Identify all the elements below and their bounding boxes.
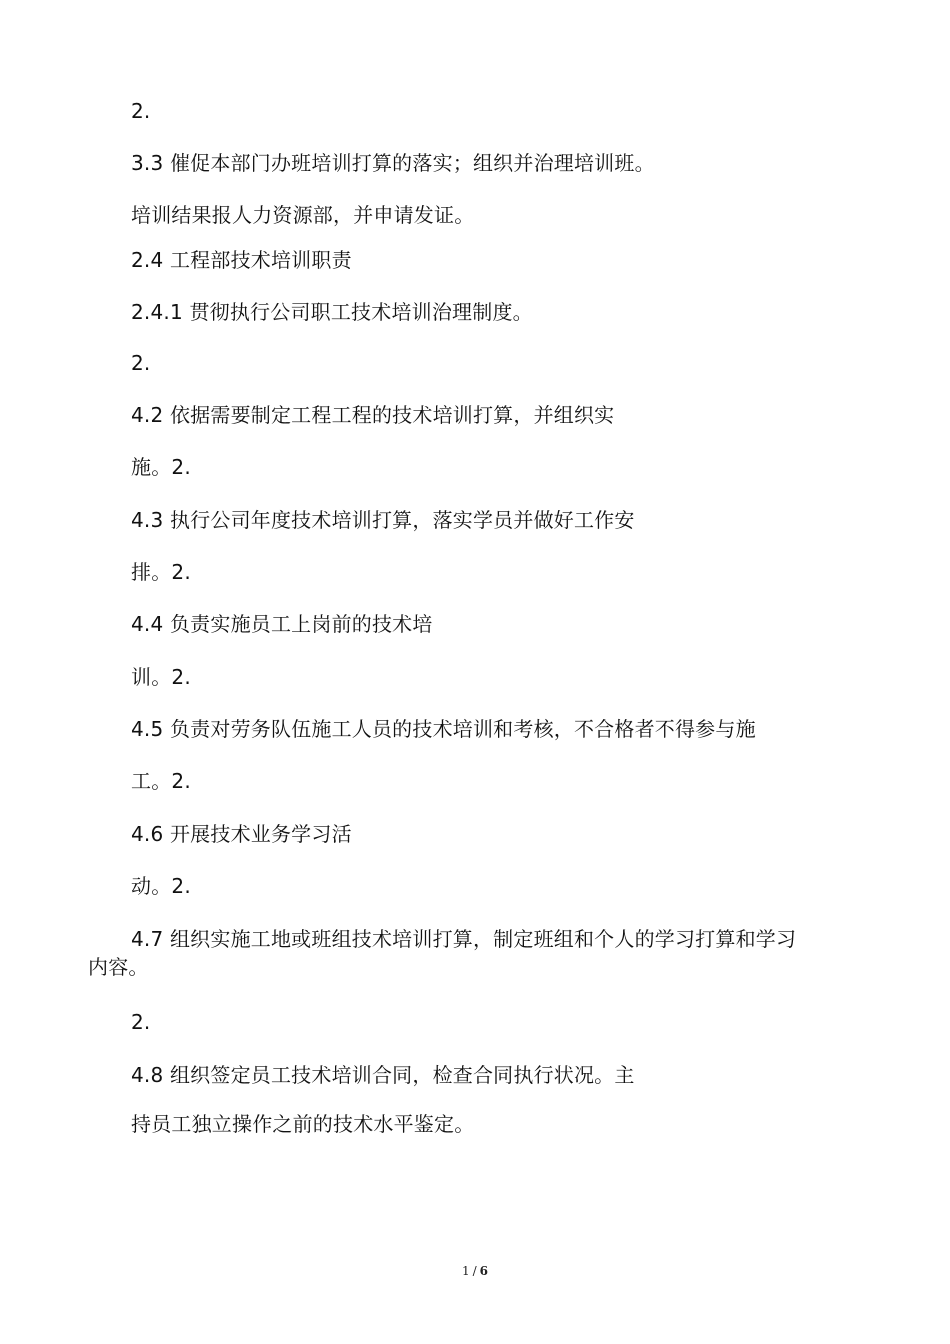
text-line: 4.2 依据需要制定工程工程的技术培训打算，并组织实 <box>131 403 615 427</box>
text-line: 2.4.1 贯彻执行公司职工技术培训治理制度。 <box>131 300 533 324</box>
text-line: 4.8 组织签定员工技术培训合同，检查合同执行状况。主 <box>131 1063 635 1087</box>
text-line: 3.3 催促本部门办班培训打算的落实；组织并治理培训班。 <box>131 151 655 175</box>
text-line: 工。2. <box>131 769 191 793</box>
text-line: 4.3 执行公司年度技术培训打算，落实学员并做好工作安 <box>131 508 635 532</box>
text-line: 4.6 开展技术业务学习活 <box>131 822 352 846</box>
paragraph-line: 4.7 组织实施工地或班组技术培训打算，制定班组和个人的学习打算和学习 <box>131 927 797 951</box>
text-line: 持员工独立操作之前的技术水平鉴定。 <box>131 1112 475 1136</box>
text-line: 4.5 负责对劳务队伍施工人员的技术培训和考核，不合格者不得参与施 <box>131 717 756 741</box>
page-separator: / <box>472 1264 477 1278</box>
section-heading: 2.4 工程部技术培训职责 <box>131 248 352 272</box>
current-page-number: 1 <box>461 1264 470 1278</box>
text-line: 培训结果报人力资源部，并申请发证。 <box>131 203 475 227</box>
paragraph-4-7 <box>88 925 868 981</box>
text-line: 2. <box>131 99 151 123</box>
paragraph-line: 内容。 <box>88 955 149 979</box>
text-line: 2. <box>131 1010 151 1034</box>
text-line: 4.4 负责实施员工上岗前的技术培 <box>131 612 433 636</box>
text-line: 动。2. <box>131 874 191 898</box>
text-line: 2. <box>131 351 151 375</box>
total-pages: 6 <box>479 1264 489 1278</box>
page-number <box>0 1264 950 1278</box>
text-line: 排。2. <box>131 560 191 584</box>
text-line: 训。2. <box>131 665 191 689</box>
text-line: 施。2. <box>131 455 191 479</box>
